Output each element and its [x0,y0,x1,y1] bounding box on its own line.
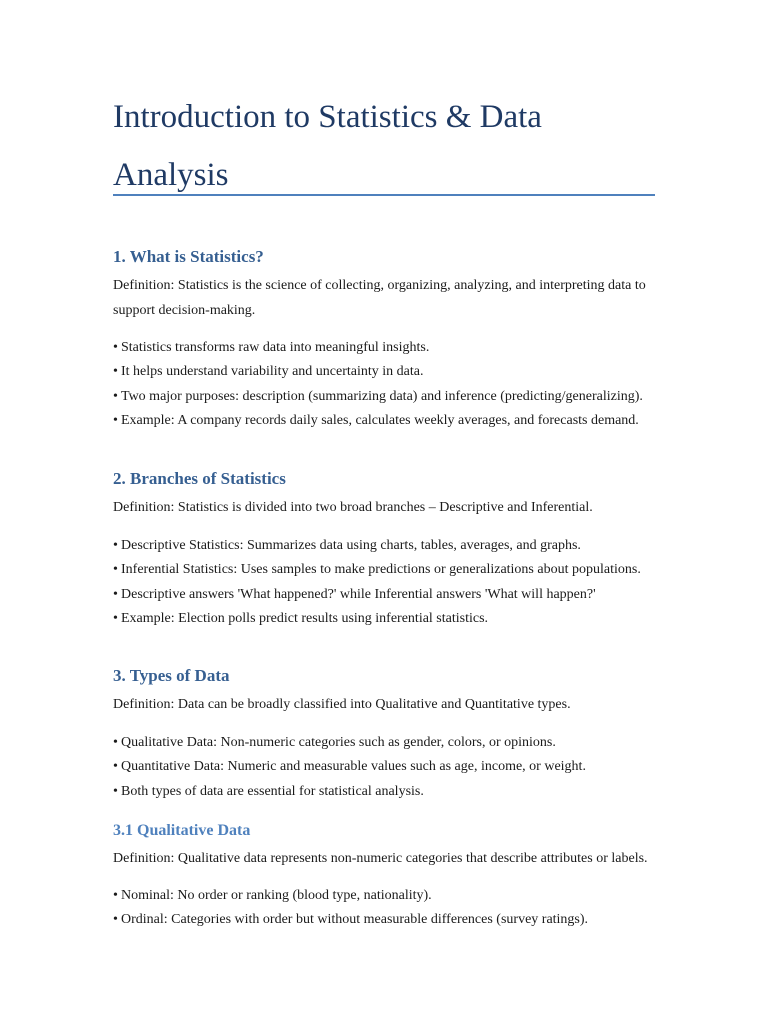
bullet-marker: • [113,413,118,429]
bullet-marker: • [113,888,118,903]
bullet-marker: • [113,735,118,750]
bullet-marker: • [113,586,118,602]
bullet-list [113,884,673,933]
title-divider [113,194,655,196]
section-heading-types-of-data: 3. Types of Data [113,666,230,685]
bullet-marker: • [113,340,118,355]
list-item: • Example: Election polls predict results using inferential statistics. [113,607,673,631]
section-definition: Definition: Statistics is the science of collecting, organizing, analyzing, and interpreting data to support decision-making. [113,278,646,318]
bullet-marker: • [113,364,118,380]
list-item: • Example: A company records daily sales, calculates weekly averages, and forecasts demand. [113,409,673,433]
list-item: • Two major purposes: description (summarizing data) and inference (predicting/generalizing). [113,385,673,409]
document-title: Introduction to Statistics & Data Analysis [113,99,542,193]
list-item: • Ordinal: Categories with order but without measurable differences (survey ratings). [113,908,673,932]
bullet-marker: • [113,912,118,928]
bullet-marker: • [113,562,118,578]
list-item: • It helps understand variability and uncertainty in data. [113,360,673,384]
list-item: • Both types of data are essential for statistical analysis. [113,780,673,804]
list-item: • Quantitative Data: Numeric and measurable values such as age, income, or weight. [113,755,673,779]
list-item: • Descriptive Statistics: Summarizes data using charts, tables, averages, and graphs. [113,534,673,558]
section-definition: Definition: Data can be broadly classified into Qualitative and Quantitative types. [113,697,571,712]
list-item: • Statistics transforms raw data into meaningful insights. [113,336,673,360]
bullet-marker: • [113,783,118,799]
list-item: • Inferential Statistics: Uses samples to make predictions or generalizations about populations. [113,558,673,582]
bullet-marker: • [113,538,118,553]
bullet-list [113,336,673,434]
list-item: • Nominal: No order or ranking (blood type, nationality). [113,884,673,908]
bullet-marker: • [113,388,118,404]
bullet-marker: • [113,611,118,627]
list-item: • Descriptive answers 'What happened?' while Inferential answers 'What will happen?' [113,583,673,607]
section-definition: Definition: Statistics is divided into two broad branches – Descriptive and Inferential. [113,500,593,515]
section-heading-branches: 2. Branches of Statistics [113,469,286,488]
bullet-marker: • [113,759,118,775]
bullet-list [113,731,673,804]
section-heading-what-is-statistics: 1. What is Statistics? [113,247,264,266]
subsection-heading-qualitative-data: 3.1 Qualitative Data [113,822,251,839]
section-definition: Definition: Qualitative data represents non-numeric categories that describe attributes or labels. [113,851,648,866]
list-item: • Qualitative Data: Non-numeric categories such as gender, colors, or opinions. [113,731,673,755]
bullet-list [113,534,673,632]
